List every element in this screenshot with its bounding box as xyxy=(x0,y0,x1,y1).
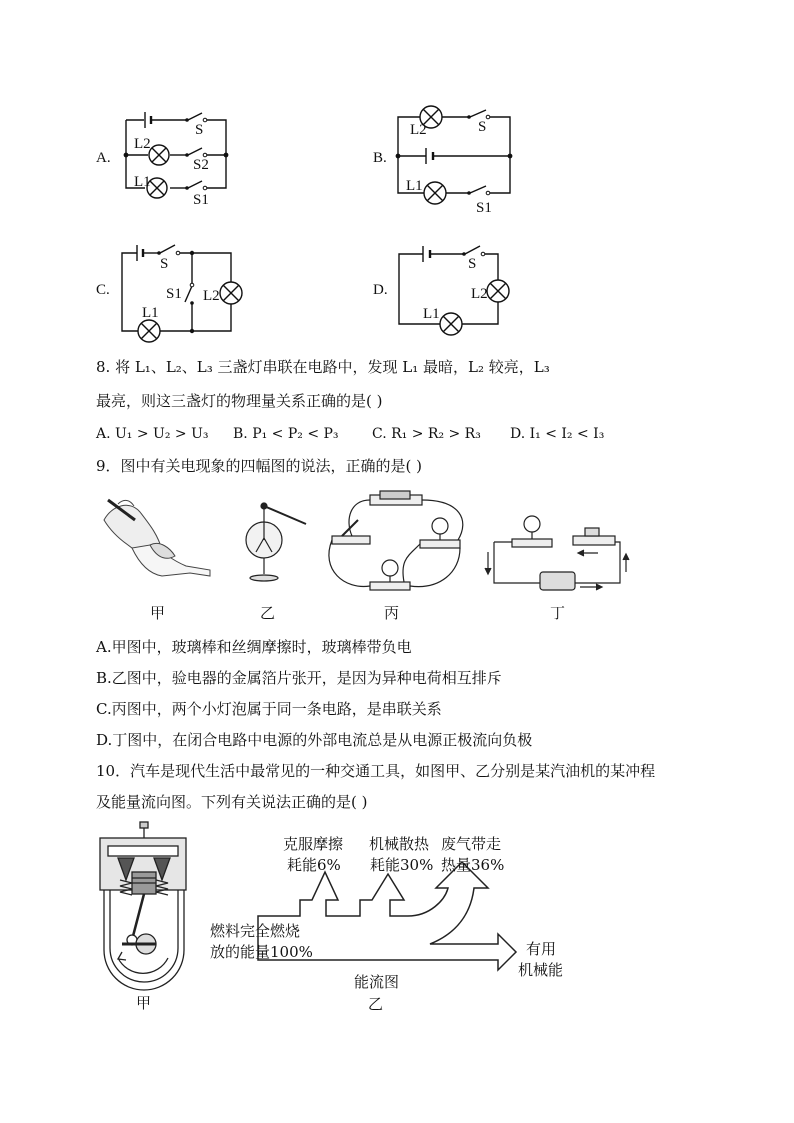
option-d-letter: D. xyxy=(373,282,388,298)
d-lamp-l2-label: L2 xyxy=(471,286,488,302)
c-lamp-l2-label: L2 xyxy=(203,288,220,304)
q9-choice-a[interactable]: A.甲图中，玻璃棒和丝绸摩擦时，玻璃棒带负电 xyxy=(96,638,412,656)
b-lamp-l1-label: L1 xyxy=(406,178,423,194)
d-lamp-l1-label: L1 xyxy=(423,306,440,322)
q9-label-yi: 乙 xyxy=(260,604,276,622)
flow-output-line2: 机械能 xyxy=(518,961,564,979)
option-c-letter: C. xyxy=(96,282,110,298)
a-switch-s-label: S xyxy=(195,122,204,138)
c-lamp-l1-label: L1 xyxy=(142,305,159,321)
flow-input-line2: 放的能量100% xyxy=(210,943,313,961)
flow-loss2-line1: 机械散热 xyxy=(369,835,430,853)
flow-label-yi: 乙 xyxy=(368,995,384,1013)
a-lamp-l2-label: L2 xyxy=(134,136,151,152)
q9-choice-d[interactable]: D.丁图中，在闭合电路中电源的外部电流总是从电源正极流向负极 xyxy=(96,731,533,749)
q10-stem-line2: 及能量流向图。下列有关说法正确的是( ) xyxy=(96,793,368,811)
flow-title: 能流图 xyxy=(354,973,400,991)
b-switch-s-label: S xyxy=(478,119,487,135)
option-a-letter: A. xyxy=(96,150,111,166)
q8-choice-b[interactable]: B. P₁ < P₂ < P₃ xyxy=(233,426,339,442)
q8-choice-c[interactable]: C. R₁ > R₂ > R₃ xyxy=(372,426,481,442)
flow-loss2-line2: 耗能30% xyxy=(370,856,434,874)
q9-choice-c[interactable]: C.丙图中，两个小灯泡属于同一条电路，是串联关系 xyxy=(96,700,442,718)
flow-loss1-line2: 耗能6% xyxy=(287,856,341,874)
c-switch-s1-label: S1 xyxy=(166,286,182,302)
a-switch-s1-label: S1 xyxy=(193,192,209,208)
q8-stem-line1: 8. 将 L₁、L₂、L₃ 三盏灯串联在电路中，发现 L₁ 最暗，L₂ 较亮，L₃ xyxy=(96,358,550,376)
q8-stem-line2: 最亮，则这三盏灯的物理量关系正确的是( ) xyxy=(96,392,383,410)
flow-loss3-line1: 废气带走 xyxy=(441,835,502,853)
option-b-letter: B. xyxy=(373,150,387,166)
flow-input-line1: 燃料完全燃烧 xyxy=(210,922,301,940)
q9-label-ding: 丁 xyxy=(550,604,566,622)
q9-label-bing: 丙 xyxy=(384,604,400,622)
flow-loss1-line1: 克服摩擦 xyxy=(283,835,344,853)
a-switch-s2-label: S2 xyxy=(193,157,209,173)
b-switch-s1-label: S1 xyxy=(476,200,492,216)
q9-label-jia: 甲 xyxy=(150,604,166,622)
q8-choice-a[interactable]: A. U₁ > U₂ > U₃ xyxy=(96,426,209,442)
q9-stem: 9．图中有关电现象的四幅图的说法，正确的是( ) xyxy=(96,457,423,475)
q10-stem-line1: 10．汽车是现代生活中最常见的一种交通工具，如图甲、乙分别是某汽油机的某冲程 xyxy=(96,762,656,780)
q10-engine-label: 甲 xyxy=(136,994,152,1012)
flow-loss3-line2: 热量36% xyxy=(441,856,505,874)
d-switch-s-label: S xyxy=(468,256,477,272)
q8-choice-d[interactable]: D. I₁ < I₂ < I₃ xyxy=(510,426,605,442)
b-lamp-l2-label: L2 xyxy=(410,122,427,138)
c-switch-s-label: S xyxy=(160,256,169,272)
q9-choice-b[interactable]: B.乙图中，验电器的金属箔片张开，是因为异种电荷相互排斥 xyxy=(96,669,502,687)
flow-output-line1: 有用 xyxy=(526,940,557,958)
a-lamp-l1-label: L1 xyxy=(134,174,151,190)
